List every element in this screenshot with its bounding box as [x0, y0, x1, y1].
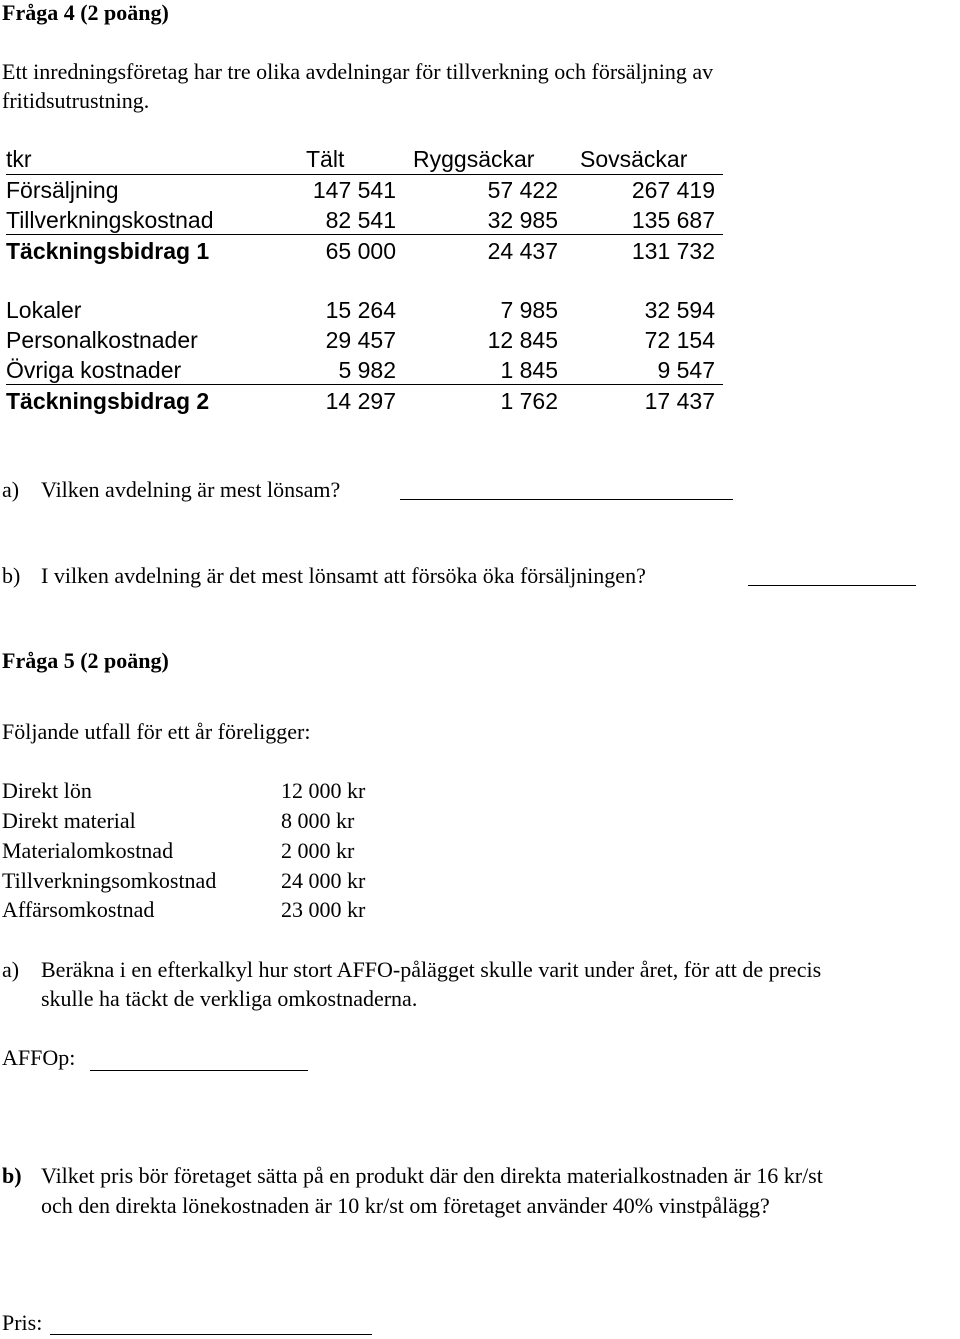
cost-label: Direkt lön [2, 778, 92, 803]
cell-sovsackar: 267 419 [631, 177, 715, 203]
cell-sovsackar: 135 687 [631, 207, 715, 233]
cell-talt: 65 000 [325, 238, 396, 264]
cell-sovsackar: 72 154 [644, 327, 715, 353]
cell-ryggsackar: 24 437 [487, 238, 558, 264]
q4-answer-b-line[interactable] [748, 585, 916, 586]
q5-question-b-line1: Vilket pris bör företaget sätta på en produkt där den direkta materialkostnaden är 16 kr/st [41, 1163, 823, 1188]
row-label: Tillverkningskostnad [6, 207, 214, 233]
cell-ryggsackar: 1 762 [500, 388, 558, 414]
header-talt: Tält [306, 146, 345, 172]
cell-sovsackar: 32 594 [644, 297, 715, 323]
q4-answer-a-line[interactable] [400, 499, 733, 500]
row-label: Täckningsbidrag 2 [6, 388, 210, 414]
row-label: Personalkostnader [6, 327, 198, 353]
q4-intro-line1: Ett inredningsföretag har tre olika avdelningar för tillverkning och försäljning av [2, 59, 714, 84]
cell-ryggsackar: 12 845 [487, 327, 558, 353]
q4-question-a: Vilken avdelning är mest lönsam? [41, 477, 341, 502]
cell-talt: 82 541 [325, 207, 396, 233]
cell-ryggsackar: 32 985 [487, 207, 558, 233]
pris-answer-line[interactable] [50, 1334, 372, 1335]
cell-sovsackar: 17 437 [644, 388, 715, 414]
cost-label: Affärsomkostnad [2, 897, 155, 922]
cell-talt: 14 297 [325, 388, 396, 414]
cell-talt: 29 457 [325, 327, 396, 353]
q5-heading: Fråga 5 (2 poäng) [2, 648, 169, 673]
header-ryggsackar: Ryggsäckar [413, 146, 535, 172]
cell-talt: 15 264 [325, 297, 396, 323]
cost-value: 23 000 kr [281, 897, 366, 922]
cost-value: 2 000 kr [281, 838, 355, 863]
row-label: Försäljning [6, 177, 119, 203]
cost-label: Tillverkningsomkostnad [2, 868, 217, 893]
affo-answer-line[interactable] [90, 1070, 308, 1071]
header-tkr: tkr [6, 146, 32, 172]
row-label: Täckningsbidrag 1 [6, 238, 210, 264]
q5-question-b-line2: och den direkta lönekostnaden är 10 kr/st om företaget använder 40% vinstpålägg? [41, 1193, 770, 1218]
table-rule-bottom [6, 384, 723, 385]
q5-intro: Följande utfall för ett år föreligger: [2, 719, 311, 744]
cell-sovsackar: 9 547 [657, 357, 715, 383]
q5-question-b-label: b) [2, 1163, 22, 1188]
q5-question-a-line1: Beräkna i en efterkalkyl hur stort AFFO-pålägget skulle varit under året, för att de precis [41, 957, 822, 982]
q4-question-a-label: a) [2, 477, 20, 502]
cost-label: Direkt material [2, 808, 136, 833]
cell-talt: 147 541 [312, 177, 396, 203]
cost-value: 8 000 kr [281, 808, 355, 833]
table-rule-top [6, 174, 723, 175]
pris-label: Pris: [2, 1310, 43, 1335]
table-rule-mid [6, 234, 723, 235]
row-label: Lokaler [6, 297, 82, 323]
header-sovsackar: Sovsäckar [580, 146, 688, 172]
affo-label: AFFOp: [2, 1045, 76, 1070]
q4-question-b: I vilken avdelning är det mest lönsamt att försöka öka försäljningen? [41, 563, 646, 588]
cell-ryggsackar: 1 845 [500, 357, 558, 383]
cell-talt: 5 982 [338, 357, 396, 383]
q4-question-b-label: b) [2, 563, 21, 588]
row-label: Övriga kostnader [6, 357, 182, 383]
q4-intro-line2: fritidsutrustning. [2, 88, 150, 113]
q4-heading: Fråga 4 (2 poäng) [2, 0, 169, 25]
q5-question-a-label: a) [2, 957, 20, 982]
cell-ryggsackar: 57 422 [487, 177, 558, 203]
cost-value: 12 000 kr [281, 778, 366, 803]
cost-label: Materialomkostnad [2, 838, 174, 863]
cell-ryggsackar: 7 985 [500, 297, 558, 323]
cell-sovsackar: 131 732 [631, 238, 715, 264]
cost-value: 24 000 kr [281, 868, 366, 893]
q5-question-a-line2: skulle ha täckt de verkliga omkostnaderna. [41, 986, 418, 1011]
